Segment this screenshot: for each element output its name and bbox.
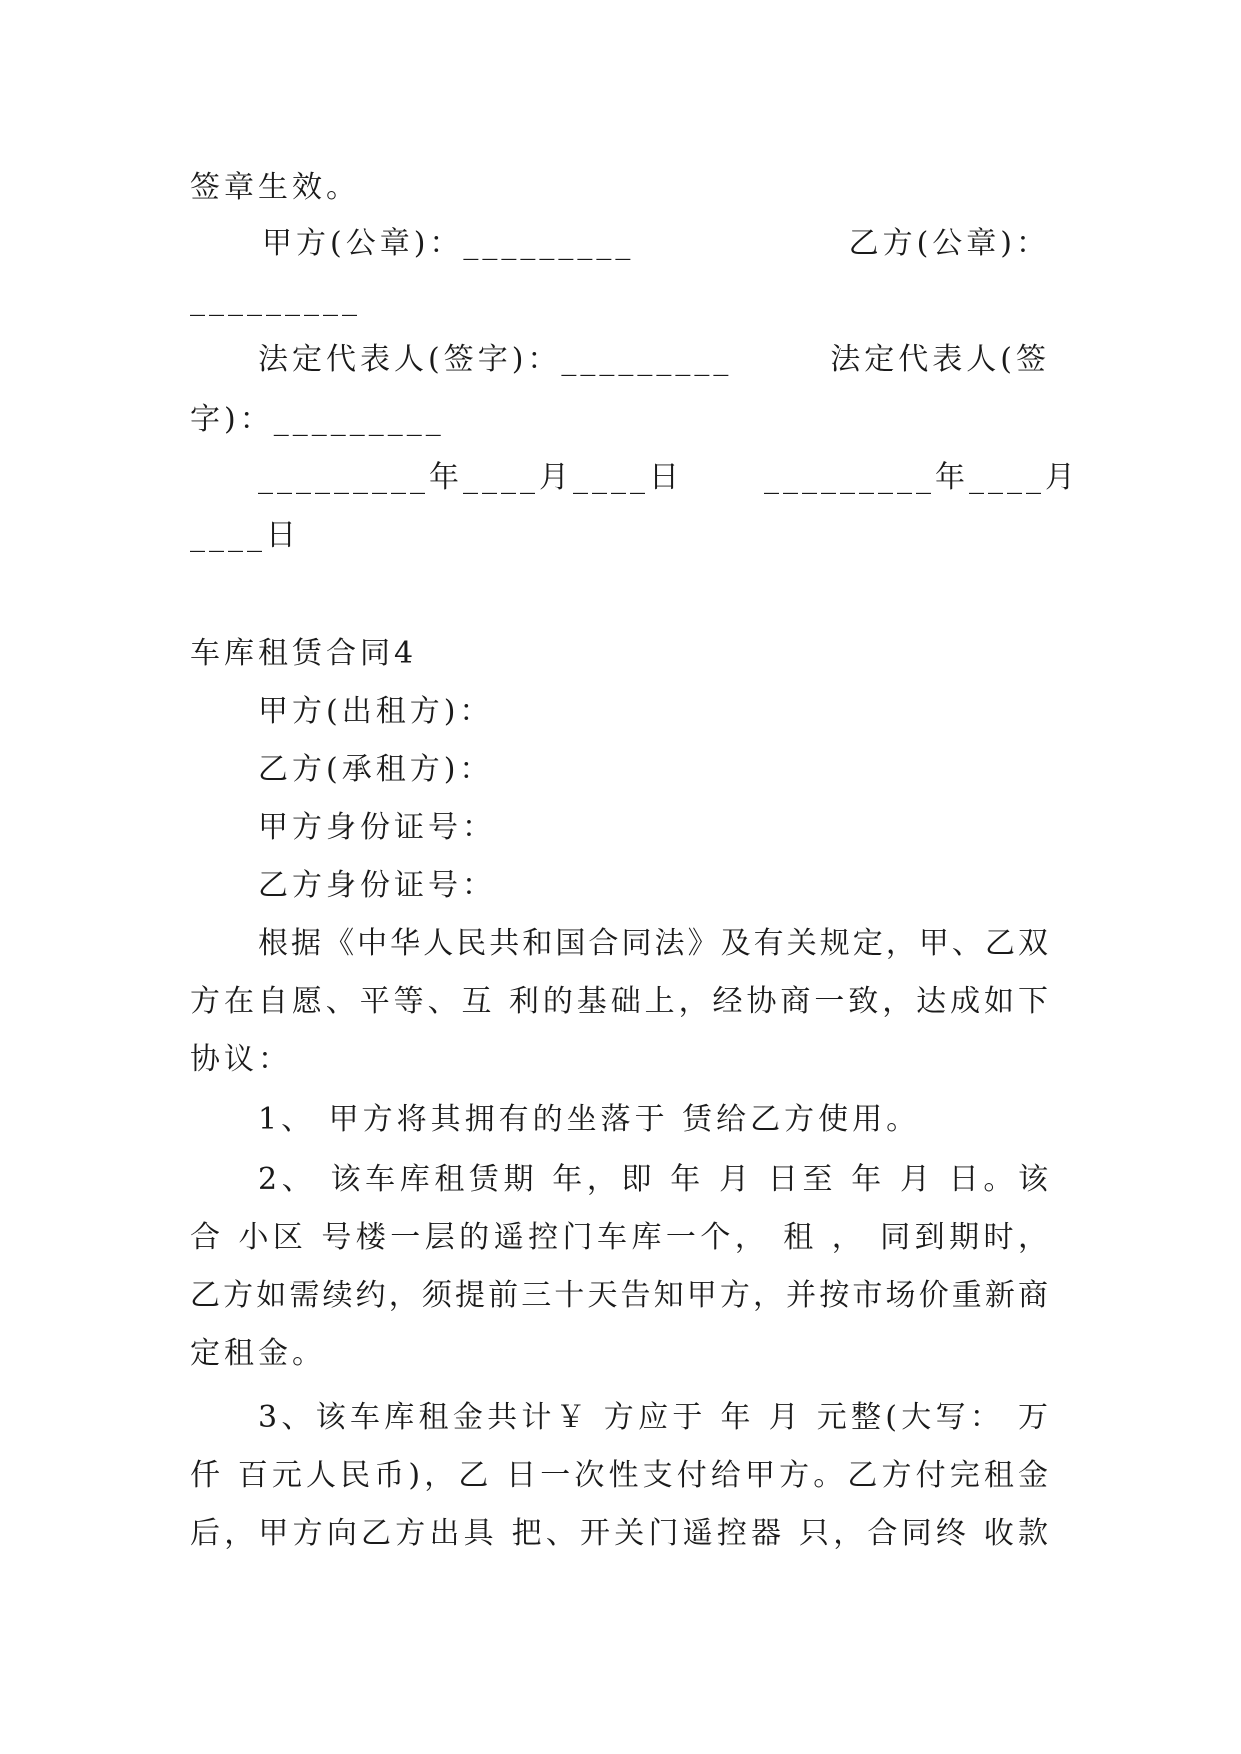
party-b-seal-line: 乙方(公章)： (848, 226, 1050, 261)
party-a-legal-rep-line: 法定代表人(签字)：_________ (258, 342, 733, 377)
contract-title: 车库租赁合同4 (190, 636, 418, 671)
clause-2-line-1: 2、 该车库租赁期 年，即 年 月 日至 年 月 日。该 (258, 1162, 1050, 1197)
clause-2-line-3: 乙方如需续约，须提前三十天告知甲方，并按市场价重新商 (190, 1278, 1050, 1313)
clause-2-line-2: 合 小区 号楼一层的遥控门车库一个， 租 ， 同到期时， (190, 1220, 1050, 1255)
preamble-line-2: 方在自愿、平等、互 利的基础上，经协商一致，达成如下 (190, 984, 1050, 1019)
party-a-seal-line: 甲方(公章)：_________ (262, 226, 635, 261)
clause-2-line-4: 定租金。 (190, 1336, 326, 1371)
clause-3-line-3: 后，甲方向乙方出具 把、开关门遥控器 只，合同终 收款 (190, 1516, 1050, 1551)
party-a-date-line: _________年____月____日 (258, 460, 683, 495)
clause-3-line-1: 3、该车库租金共计￥ 方应于 年 月 元整(大写： 万 (258, 1400, 1050, 1435)
clause-3-line-2: 仟 百元人民币)，乙 日一次性支付给甲方。乙方付完租金 (190, 1458, 1050, 1493)
lessee-id-label: 乙方身份证号： (258, 868, 496, 903)
preamble-line-1: 根据《中华人民共和国合同法》及有关规定，甲、乙双 (258, 926, 1050, 961)
party-b-seal-blank: _________ (190, 282, 361, 317)
party-b-legal-rep-cont: 字)：_________ (190, 402, 445, 437)
preamble-line-3: 协议： (190, 1042, 292, 1077)
lessor-label: 甲方(出租方)： (258, 694, 494, 729)
party-b-legal-rep-line: 法定代表人(签 (830, 342, 1050, 377)
clause-1: 1、 甲方将其拥有的坐落于 赁给乙方使用。 (258, 1102, 921, 1137)
party-b-date-cont: ____日 (190, 518, 300, 553)
lessor-id-label: 甲方身份证号： (258, 810, 496, 845)
text-line-sign-effective: 签章生效。 (190, 170, 360, 205)
party-b-date-line: _________年____月 (764, 460, 1079, 495)
lessee-label: 乙方(承租方)： (258, 752, 494, 787)
